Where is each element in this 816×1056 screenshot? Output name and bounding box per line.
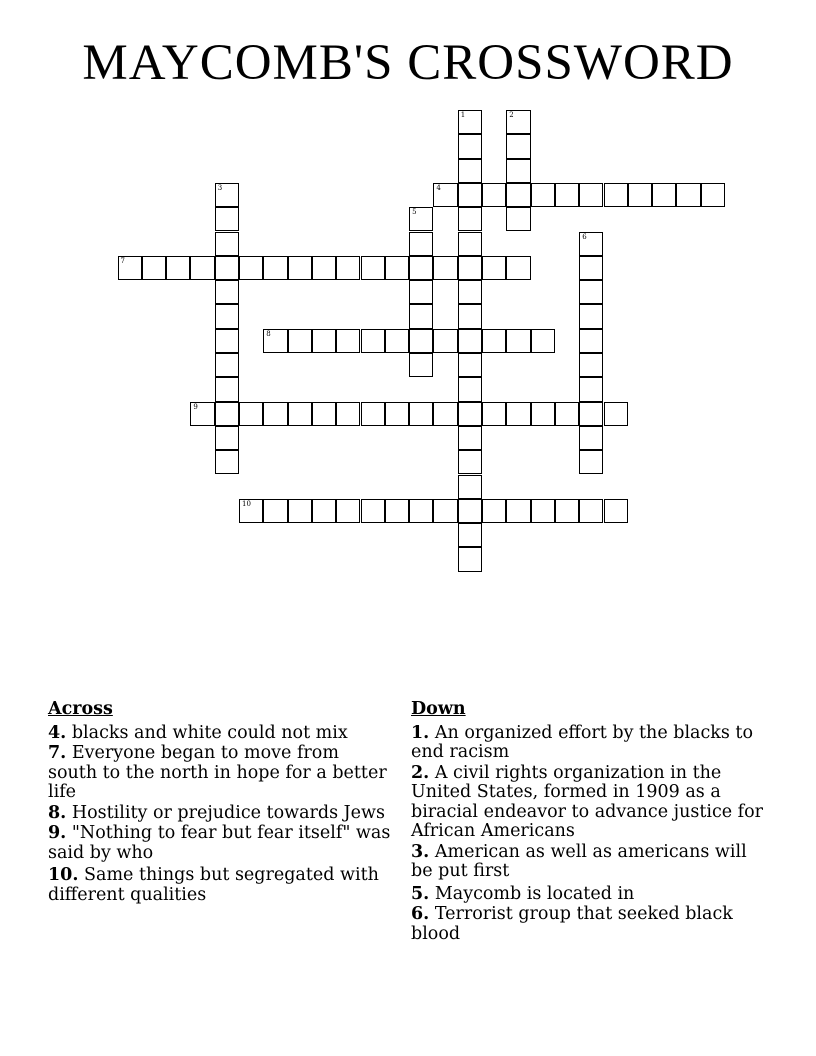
down-heading: Down <box>411 699 466 719</box>
grid-cell[interactable] <box>215 207 239 231</box>
grid-cell[interactable] <box>409 256 433 280</box>
grid-cell[interactable] <box>482 256 506 280</box>
page-title: MAYCOMB'S CROSSWORD <box>82 35 734 91</box>
clue-text: "Nothing to fear but fear itself" was said by who <box>48 823 391 863</box>
clue-number-label: 9 <box>193 402 198 411</box>
grid-cell[interactable] <box>215 426 239 450</box>
grid-cell[interactable] <box>458 329 482 353</box>
grid-cell[interactable] <box>458 499 482 523</box>
across-clues <box>48 700 393 906</box>
grid-cell[interactable] <box>288 402 312 426</box>
clue-down-2 <box>411 764 771 842</box>
grid-cell[interactable] <box>579 377 603 401</box>
clue-text: blacks and white could not mix <box>71 722 348 743</box>
grid-cell[interactable] <box>628 183 652 207</box>
grid-cell[interactable] <box>409 232 433 256</box>
grid-cell[interactable] <box>239 402 263 426</box>
clue-text: An organized effort by the blacks to end racism <box>411 722 753 762</box>
grid-cell[interactable] <box>263 329 287 353</box>
clue-text: Maycomb is located in <box>434 883 635 904</box>
grid-cell[interactable] <box>433 256 457 280</box>
grid-cell[interactable] <box>506 499 530 523</box>
clue-text: Everyone began to move from south to the north in hope for a better life <box>48 743 387 802</box>
grid-cell[interactable] <box>482 499 506 523</box>
grid-cell[interactable] <box>458 475 482 499</box>
clue-number-label: 2 <box>509 111 514 119</box>
grid-cell[interactable] <box>482 402 506 426</box>
clue-number-label: 10 <box>242 499 251 508</box>
grid-cell[interactable] <box>361 329 385 353</box>
grid-cell[interactable] <box>579 280 603 304</box>
grid-cell[interactable] <box>579 353 603 377</box>
clue-across-7 <box>48 744 393 803</box>
grid-cell[interactable] <box>336 499 360 523</box>
clue-number: 1. <box>411 722 430 743</box>
grid-cell[interactable] <box>458 280 482 304</box>
grid-cell[interactable] <box>506 329 530 353</box>
grid-cell[interactable] <box>458 110 482 134</box>
grid-cell[interactable] <box>555 402 579 426</box>
grid-cell[interactable] <box>336 256 360 280</box>
grid-cell[interactable] <box>288 499 312 523</box>
grid-cell[interactable] <box>215 329 239 353</box>
grid-cell[interactable] <box>409 280 433 304</box>
clue-number: 2. <box>411 762 430 783</box>
grid-cell[interactable] <box>506 183 530 207</box>
grid-cell[interactable] <box>312 256 336 280</box>
grid-cell[interactable] <box>458 256 482 280</box>
grid-cell[interactable] <box>506 207 530 231</box>
grid-cell[interactable] <box>336 329 360 353</box>
grid-cell[interactable] <box>409 499 433 523</box>
grid-cell[interactable] <box>142 256 166 280</box>
grid-cell[interactable] <box>652 183 676 207</box>
grid-cell[interactable] <box>433 499 457 523</box>
clue-number: 10. <box>48 865 79 885</box>
grid-cell[interactable] <box>458 159 482 183</box>
grid-cell[interactable] <box>215 256 239 280</box>
grid-cell[interactable] <box>458 402 482 426</box>
grid-cell[interactable] <box>458 134 482 158</box>
grid-cell[interactable] <box>676 183 700 207</box>
clue-number-label: 3 <box>217 183 223 192</box>
grid-cell[interactable] <box>263 256 287 280</box>
clue-number-label: 7 <box>120 256 125 265</box>
grid-cell[interactable] <box>361 499 385 523</box>
clue-number-label: 4 <box>436 183 441 192</box>
grid-cell[interactable] <box>579 329 603 353</box>
grid-cell[interactable] <box>579 426 603 450</box>
down-clues <box>411 700 771 945</box>
clue-text: A civil rights organization in the United States, formed in 1909 as a biracial endeavor to advance justice for African Americans <box>411 762 764 841</box>
grid-cell[interactable] <box>579 232 603 256</box>
grid-cell[interactable] <box>458 377 482 401</box>
clue-number: 8. <box>48 802 67 823</box>
grid-cell[interactable] <box>458 207 482 231</box>
grid-cell[interactable] <box>458 304 482 328</box>
clue-text: American as well as americans will be put first <box>411 841 747 881</box>
grid-cell[interactable] <box>409 353 433 377</box>
clue-across-10 <box>48 866 393 905</box>
grid-cell[interactable] <box>409 304 433 328</box>
grid-cell[interactable] <box>239 256 263 280</box>
grid-cell[interactable] <box>506 134 530 158</box>
grid-cell[interactable] <box>312 329 336 353</box>
grid-cell[interactable] <box>215 402 239 426</box>
grid-cell[interactable] <box>336 402 360 426</box>
grid-cell[interactable] <box>579 183 603 207</box>
clue-across-9 <box>48 824 393 863</box>
clue-number-label: 5 <box>412 208 417 217</box>
grid-cell[interactable] <box>409 402 433 426</box>
grid-cell[interactable] <box>361 402 385 426</box>
grid-cell[interactable] <box>239 499 263 523</box>
grid-cell[interactable] <box>555 499 579 523</box>
clue-number-label: 8 <box>266 329 271 338</box>
clue-across-4 <box>48 724 393 744</box>
grid-cell[interactable] <box>604 402 628 426</box>
clue-number: 9. <box>48 823 67 843</box>
grid-cell[interactable] <box>579 450 603 474</box>
grid-cell[interactable] <box>604 183 628 207</box>
grid-cell[interactable] <box>288 329 312 353</box>
grid-cell[interactable] <box>506 256 530 280</box>
clue-number-label: 6 <box>582 232 587 241</box>
grid-cell[interactable] <box>433 402 457 426</box>
grid-cell[interactable] <box>215 280 239 304</box>
grid-cell[interactable] <box>385 256 409 280</box>
grid-cell[interactable] <box>215 377 239 401</box>
grid-cell[interactable] <box>409 207 433 231</box>
grid-cell[interactable] <box>215 450 239 474</box>
grid-cell[interactable] <box>215 183 239 207</box>
grid-cell[interactable] <box>190 402 214 426</box>
grid-cell[interactable] <box>579 256 603 280</box>
clue-across-8 <box>48 804 393 824</box>
grid-cell[interactable] <box>215 353 239 377</box>
grid-cell[interactable] <box>433 183 457 207</box>
grid-cell[interactable] <box>263 402 287 426</box>
grid-cell[interactable] <box>579 402 603 426</box>
grid-cell[interactable] <box>458 450 482 474</box>
grid-cell[interactable] <box>385 329 409 353</box>
grid-cell[interactable] <box>385 499 409 523</box>
grid-cell[interactable] <box>458 523 482 547</box>
grid-cell[interactable] <box>506 402 530 426</box>
clue-text: Same things but segregated with different qualities <box>48 865 379 905</box>
grid-cell[interactable] <box>458 426 482 450</box>
grid-cell[interactable] <box>433 329 457 353</box>
clue-text: Hostility or prejudice towards Jews <box>71 802 385 823</box>
clue-number: 6. <box>411 904 430 924</box>
clue-number: 7. <box>48 743 67 763</box>
clue-down-5 <box>411 885 771 905</box>
grid-cell[interactable] <box>604 499 628 523</box>
clue-down-3 <box>411 843 771 882</box>
grid-cell[interactable] <box>312 499 336 523</box>
grid-cell[interactable] <box>458 183 482 207</box>
grid-cell[interactable] <box>458 232 482 256</box>
grid-cell[interactable] <box>385 402 409 426</box>
grid-cell[interactable] <box>506 110 530 134</box>
clue-down-6 <box>411 905 771 944</box>
grid-cell[interactable] <box>190 256 214 280</box>
grid-cell[interactable] <box>579 304 603 328</box>
grid-cell[interactable] <box>506 159 530 183</box>
grid-cell[interactable] <box>361 256 385 280</box>
grid-cell[interactable] <box>215 232 239 256</box>
grid-cell[interactable] <box>312 402 336 426</box>
grid-cell[interactable] <box>482 183 506 207</box>
grid-cell[interactable] <box>458 547 482 571</box>
grid-cell[interactable] <box>531 329 555 353</box>
clue-text: Terrorist group that seeked black blood <box>411 904 733 944</box>
grid-cell[interactable] <box>579 499 603 523</box>
grid-cell[interactable] <box>166 256 190 280</box>
grid-cell[interactable] <box>482 329 506 353</box>
grid-cell[interactable] <box>263 499 287 523</box>
clue-number-label: 1 <box>460 111 466 119</box>
grid-cell[interactable] <box>458 353 482 377</box>
clue-number: 4. <box>48 722 67 743</box>
grid-cell[interactable] <box>288 256 312 280</box>
clue-number: 5. <box>411 883 430 904</box>
grid-cell[interactable] <box>701 183 725 207</box>
grid-cell[interactable] <box>409 329 433 353</box>
across-heading: Across <box>48 699 113 719</box>
clue-number: 3. <box>411 841 430 862</box>
grid-cell[interactable] <box>555 183 579 207</box>
grid-cell[interactable] <box>118 256 142 280</box>
grid-cell[interactable] <box>531 499 555 523</box>
grid-cell[interactable] <box>531 402 555 426</box>
clue-down-1 <box>411 724 771 763</box>
grid-cell[interactable] <box>215 304 239 328</box>
grid-cell[interactable] <box>531 183 555 207</box>
